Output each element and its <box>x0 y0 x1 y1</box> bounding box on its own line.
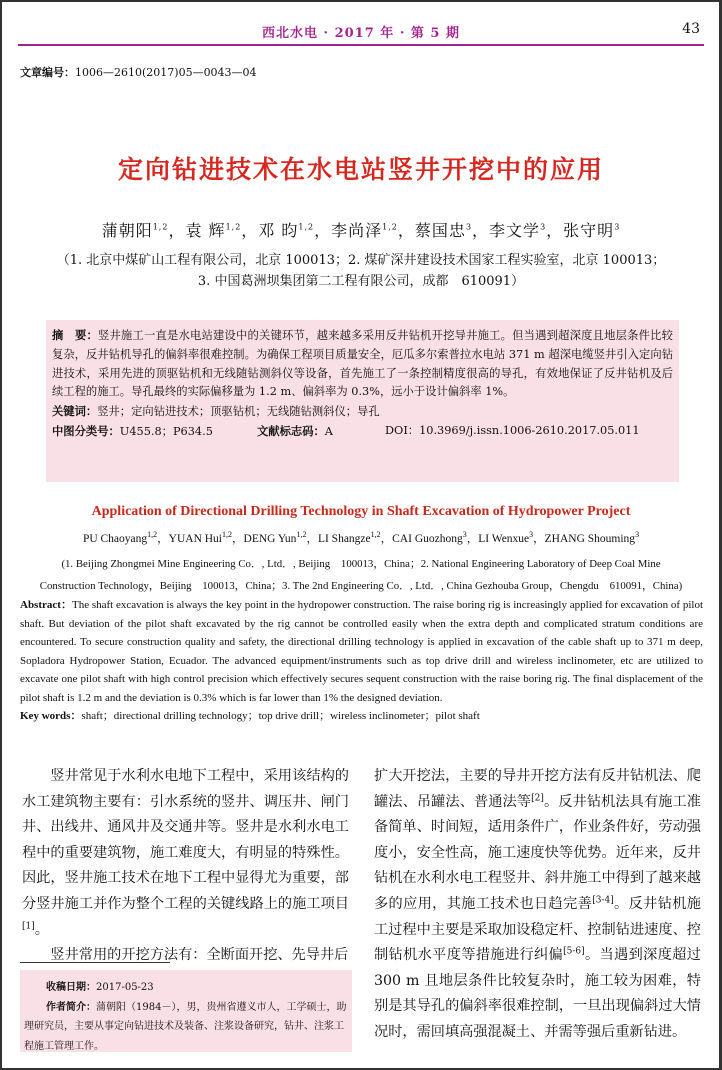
keywords-text: shaft；directional drilling technology；top drive drill；wireless inclinometer；pilot shaft <box>81 710 480 722</box>
author-name: ZHANG Shouming <box>544 533 636 545</box>
author-name: PU Chaoyang <box>82 533 148 545</box>
received-value: 2017-05-23 <box>96 982 154 993</box>
author-separator: ， <box>380 533 393 545</box>
author-affiliation-marker: 1,2 <box>152 222 169 232</box>
body-column-right <box>374 764 701 1046</box>
author-name: LI Wenxue <box>478 533 530 545</box>
author-affiliation-marker: 1,2 <box>298 222 315 232</box>
author-name: 李尚泽 <box>331 221 383 240</box>
bio-text: 蒲朝阳（1984－），男，贵州省遵义市人，工学硕士，助理研究员，主要从事定向钻进技术及装备、注浆设备研究，钻井、注浆工程施工管理工作。 <box>24 1001 347 1052</box>
author-name: LI Shangze <box>317 533 371 545</box>
citation-link[interactable]: [3-4] <box>592 895 614 906</box>
chinese-keywords <box>52 402 673 422</box>
english-author-list <box>0 530 722 546</box>
received-date <box>24 978 348 998</box>
author-name: 蔡国忠 <box>414 221 466 240</box>
author-name: 袁 辉 <box>185 221 226 240</box>
author-affiliation-marker: 3 <box>635 530 640 540</box>
bio-label: 作者简介： <box>46 1001 96 1013</box>
article-number-label: 文章编号： <box>20 66 75 79</box>
body-text: 。反井钻机施工过程中主要是采取加设稳定杆、控制钻进速度、控制钻机水平度等措施进行纠偏 <box>374 895 701 964</box>
clc-value: U455.8；P634.5 <box>119 424 213 438</box>
author-separator: ， <box>472 221 490 240</box>
footnote-box <box>20 970 352 1052</box>
citation-link[interactable]: [5-6] <box>563 946 585 957</box>
chinese-affiliations <box>0 250 722 292</box>
author-name: CAI Guozhong <box>392 533 463 545</box>
author-separator: ， <box>466 533 479 545</box>
doc-code-value: A <box>324 424 333 438</box>
author-name: 张守明 <box>563 221 615 240</box>
author-name: YUAN Hui <box>168 533 223 545</box>
article-number-value: 1006—2610(2017)05—0043—04 <box>75 66 257 79</box>
author-separator: ， <box>533 533 545 545</box>
author-separator: ， <box>314 221 332 240</box>
author-name: 蒲朝阳 <box>101 221 153 240</box>
clc-label: 中图分类号： <box>52 423 120 438</box>
author-name: DENG Yun <box>243 533 297 545</box>
keywords-label: Key words： <box>20 710 82 722</box>
body-text: 扩大开挖法，主要的导井开挖方法有反井钻机法、爬罐法、吊罐法、普通法等 <box>374 768 701 810</box>
abstract-text: The shaft excavation is always the key point in the hydropower construction. The raise boring rig is increasingly applied for excavation of pilot shaft. But deviation of the pilot shaft excavated by the rig cannot be controlled easily when the extra depth and complicated stratum conditions are encountered. To secure construction quality and safety, the directional drilling technology is applied in excavation of the cable shaft up to 371 m deep, Sopladora Hydropower Station, Ecuador. The advanced equipment/instruments such as top drive drill and wireless inclinometer, etc are utilized to excavate one pilot shaft with high control precision which effectively secures sequent construction with the raise boring rig. The final displacement of the pilot shaft is 1.2 m and the deviation is 0.3% which is far lower than 1% the designed deviation. <box>20 599 704 704</box>
author-affiliation-marker: 3 <box>465 222 473 232</box>
received-label: 收稿日期： <box>46 982 96 993</box>
author-affiliation-marker: 1,2 <box>225 222 242 232</box>
page-number: 43 <box>682 21 700 37</box>
author-separator: ， <box>157 533 169 545</box>
keywords-label: 关键词： <box>52 404 98 419</box>
keywords-text: 竖井；定向钻进技术；顶驱钻机；无线随钻测斜仪；导孔 <box>97 405 380 419</box>
author-affiliation-marker: 1,2 <box>370 530 381 540</box>
chinese-title: 定向钻进技术在水电站竖井开挖中的应用 <box>117 155 604 184</box>
article-number <box>20 64 257 80</box>
affiliation-line: （1. 北京中煤矿山工程有限公司，北京 100013；2. 煤矿深井建设技术国家工程实验室，北京 100013； <box>56 253 666 268</box>
journal-name: 西北水电 · 2017 年 · 第 5 期 <box>262 26 460 41</box>
author-affiliation-marker: 3 <box>462 530 467 540</box>
body-paragraph <box>22 764 349 943</box>
body-text: 竖井常见于水利水电地下工程中，采用该结构的水工建筑物主要有：引水系统的竖井、调压井、闸门井、出线井、通风井及交通井等。竖井是水利水电工程中的重要建筑物，施工难度大，有明显的特殊性。因此，竖井施工技术在地下工程中显得尤为重要，部分竖井施工并作为整个工程的关键线路上的施工项目 <box>22 768 349 912</box>
author-affiliation-marker: 3 <box>540 222 547 232</box>
author-affiliation-marker: 1,2 <box>222 530 233 540</box>
citation-link[interactable]: [2] <box>531 792 544 803</box>
author-bio <box>24 998 348 1057</box>
body-text: 。反井钻机法具有施工准备简单、时间短，适用条件广，作业条件好，劳动强度小，安全性高，施工速度快等优势。近年来，反井钻机在水利水电工程竖井、斜井施工中得到了越来越多的应用，其施工技术也日趋完善 <box>374 793 701 912</box>
abstract-label: Abstract： <box>20 599 72 611</box>
running-header <box>18 18 704 46</box>
classification-line <box>52 422 673 442</box>
author-separator: ， <box>168 221 186 240</box>
body-text: 。 <box>34 921 49 938</box>
body-column-left <box>22 764 349 969</box>
doc-code-label: 文献标志码： <box>257 423 325 438</box>
author-separator: ， <box>241 221 259 240</box>
doi-label: DOI： <box>385 423 420 437</box>
author-affiliation-marker: 1,2 <box>296 530 307 540</box>
author-name: 邓 昀 <box>258 221 299 240</box>
citation-link[interactable]: [1] <box>22 920 35 931</box>
author-affiliation-marker: 3 <box>614 222 621 232</box>
affiliation-line: 3. 中国葛洲坝集团第二工程有限公司，成都 610091） <box>197 274 525 289</box>
footnote-divider <box>20 962 170 963</box>
chinese-abstract-box <box>46 320 679 482</box>
english-abstract <box>20 596 703 726</box>
author-separator: ， <box>306 533 318 545</box>
author-separator: ， <box>397 221 415 240</box>
author-separator: ， <box>546 221 564 240</box>
body-paragraph: 竖井常用的开挖方法有：全断面开挖、先导井后 <box>50 947 349 964</box>
doi-link[interactable]: 10.3969/j.issn.1006-2610.2017.05.011 <box>419 423 640 437</box>
english-keywords <box>20 707 703 726</box>
english-title: Application of Directional Drilling Technology in Shaft Excavation of Hydropower Project <box>91 504 631 519</box>
affiliation-line: Construction Technology，Beijing 100013，China；3. The 2nd Engineering Co．, Ltd．, China Gezhouba Group，Chengdu 610091，China) <box>39 580 683 592</box>
abstract-text: 竖井施工一直是水电站建设中的关键环节，越来越多采用反井钻机开挖导井施工。但当遇到超深度且地层条件比较复杂，反井钻机导孔的偏斜率很难控制。为确保工程项目质量安全，厄瓜多尔索普拉水电站 371 m 超深电缆竖井引入定向钻进技术，采用先进的顶驱钻机和无线随钻测斜仪等设备，首先施工了一条控制精度很高的导孔，有效地保证了反井钻机及后续工程的施工。导孔最终的实际偏移量为 1.2 m、偏斜率为 0.3%，远小于设计偏斜率 1%。 <box>52 329 673 399</box>
author-name: 李文学 <box>489 221 541 240</box>
body-paragraph <box>374 764 701 1046</box>
abstract-label: 摘 要： <box>52 328 99 342</box>
author-affiliation-marker: 1,2 <box>147 530 158 540</box>
author-affiliation-marker: 3 <box>529 530 534 540</box>
author-separator: ， <box>232 533 244 545</box>
english-affiliations <box>20 553 702 597</box>
affiliation-line: (1. Beijing Zhongmei Mine Engineering Co．, Ltd．, Beijing 100013，China；2. National Engineering Laboratory of Deep Coal Mine <box>61 558 661 570</box>
chinese-abstract <box>52 326 673 402</box>
chinese-author-list <box>0 218 722 241</box>
author-affiliation-marker: 1,2 <box>382 222 398 232</box>
english-abstract-paragraph <box>20 596 703 707</box>
body-text: 。当遇到深度超过 300 m 且地层条件比较复杂时，施工较为困难，特别是其导孔的偏斜率很难控制，一旦出现偏斜过大情况时，需回填高强混凝土、并需等强后重新钻进。 <box>374 947 701 1040</box>
